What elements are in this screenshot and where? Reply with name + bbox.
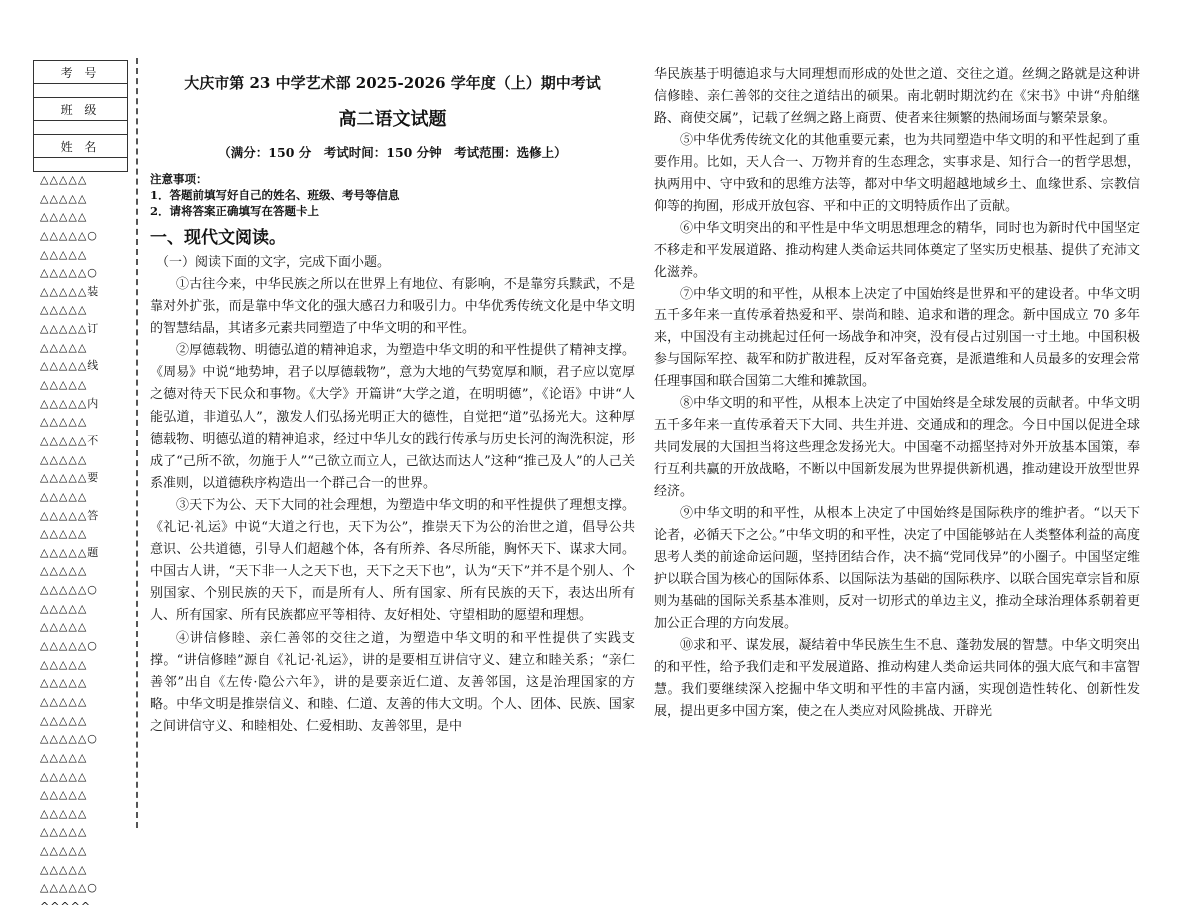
passage-paragraph-6: ⑥中华文明突出的和平性是中华文明思想理念的精华，同时也为新时代中国坚定不移走和平发展道路、推动构建人类命运共同体奠定了坚实历史根基、提供了充沛文化滋养。 bbox=[654, 220, 1140, 280]
notice-item: 1．答题前填写好自己的姓名、班级、考号等信息 bbox=[150, 188, 400, 202]
seal-row: △△△△△不 bbox=[40, 433, 100, 447]
seal-row: ^^^^^ bbox=[40, 899, 92, 913]
seal-line-column bbox=[40, 171, 130, 917]
seal-row: △△△△△○ bbox=[40, 732, 98, 746]
info-box-blank-row[interactable] bbox=[34, 158, 127, 171]
seal-row: △△△△△ bbox=[40, 806, 88, 820]
seal-row: △△△△△题 bbox=[40, 545, 100, 559]
seal-row: △△△△△ bbox=[40, 750, 88, 764]
passage-paragraph-10: ⑩求和平、谋发展，凝结着中华民族生生不息、蓬勃发展的智慧。中华文明突出的和平性，给予我们走和平发展道路、推动构建人类命运共同体的强大底气和丰富智慧。我们要继续深入挖掘中华文明和平性的丰富内涵，实现创造性转化、创新性发展，提出更多中国方案，使之在人类应对风险挑战、开辟光 bbox=[654, 637, 1140, 719]
notice-title: 注意事项： bbox=[150, 172, 208, 186]
seal-row: △△△△△ bbox=[40, 769, 88, 783]
seal-row: △△△△△ bbox=[40, 210, 88, 224]
notice-item: 2．请将答案正确填写在答题卡上 bbox=[150, 204, 319, 218]
seal-row: △△△△△ bbox=[40, 452, 88, 466]
binding-dashed-line bbox=[136, 58, 138, 828]
seal-row: △△△△△○ bbox=[40, 639, 98, 653]
name-field[interactable]: 姓 名 bbox=[34, 135, 127, 158]
seal-row: △△△△△ bbox=[40, 825, 88, 839]
seal-row: △△△△△ bbox=[40, 191, 88, 205]
seal-row: △△△△△○ bbox=[40, 228, 98, 242]
section-title: 一、现代文阅读。 bbox=[150, 228, 286, 248]
exam-school-header: 大庆市第 23 中学艺术部 2025-2026 学年度（上）期中考试 bbox=[184, 74, 601, 92]
info-box-blank-row[interactable] bbox=[34, 121, 127, 135]
seal-row: △△△△△ bbox=[40, 844, 88, 858]
seal-row: △△△△△线 bbox=[40, 359, 100, 373]
seal-row: △△△△△ bbox=[40, 657, 88, 671]
info-box-blank-row[interactable] bbox=[34, 84, 127, 98]
seal-row: △△△△△答 bbox=[40, 508, 100, 522]
sub-section-intro: （一）阅读下面的文字，完成下面小题。 bbox=[156, 255, 391, 270]
seal-row: △△△△△○ bbox=[40, 881, 98, 895]
passage-paragraph-2: ②厚德载物、明德弘道的精神追求，为塑造中华文明的和平性提供了精神支撑。《周易》中说“地势坤，君子以厚德载物”，意为大地的气势宽厚和顺，君子应以宽厚之德对待天下民众和事物。《大学》开篇讲“大学之道，在明明德”，《论语》中讲“人能弘道，非道弘人”，激发人们弘扬光明正大的德性，自觉把“道”弘扬光大。这种厚德载物、明德弘道的精神追求，经过中华儿女的践行传承与历史长河的淘洗积淀，形成了“己所不欲，勿施于人”“己欲立而立人，己欲达而达人”这种“推己及人”的人己关系准则，以道德秩序构造出一个群己合一的世界。 bbox=[150, 343, 635, 491]
passage-paragraph-8: ⑧中华文明的和平性，从根本上决定了中国始终是全球发展的贡献者。中华文明五千多年来一直传承着天下大同、共生并进、交通成和的理念。今日中国以促进全球共同发展的大国担当将这些理念发扬光大。中国毫不动摇坚持对外开放基本国策，奉行互利共赢的开放战略，不断以中国新发展为世界提供新机遇，推动建设开放型世界经济。 bbox=[654, 396, 1140, 500]
seal-row: △△△△△ bbox=[40, 564, 88, 578]
seal-row: △△△△△ bbox=[40, 713, 88, 727]
seal-row: △△△△△订 bbox=[40, 322, 100, 336]
passage-paragraph-5: ⑤中华优秀传统文化的其他重要元素，也为共同塑造中华文明的和平性起到了重要作用。比如，天人合一、万物并育的生态理念，实事求是、知行合一的哲学思想，执两用中、守中致和的思维方法等，都对中华文明超越地域乡土、血缘世系、宗教信仰等的拘囿，形成开放包容、平和中正的文明特质作出了贡献。 bbox=[654, 132, 1140, 214]
seal-row: △△△△△ bbox=[40, 676, 88, 690]
passage-paragraph-3: ③天下为公、天下大同的社会理想，为塑造中华文明的和平性提供了理想支撑。《礼记·礼运》中说“大道之行也，天下为公”，推崇天下为公的治世之道，倡导公共意识、公共道德，引导人们超越个体，各有所养、各尽所能，胸怀天下、谋求大同。中国古人讲，“天下非一人之天下也，天下之天下也”，认为“天下”并不是个别人、个别国家、个别民族的天下，而是所有人、所有国家、所有民族的天下，表达出所有人、所有国家、所有民族都应平等相待、友好相处、守望相助的愿望和理想。 bbox=[150, 497, 635, 624]
seal-row: △△△△△ bbox=[40, 247, 88, 261]
passage-paragraph-7: ⑦中华文明的和平性，从根本上决定了中国始终是世界和平的建设者。中华文明五千多年来一直传承着热爱和平、崇尚和睦、追求和谐的理念。新中国成立 70 多年来，中国没有主动挑起过任何一场战争和冲突，没有侵占过别国一寸土地。中国积极参与国际军控、裁军和防扩散进程，反对军备竞赛，是派遣维和人员最多的安理会常任理事国和联合国第二大维和摊款国。 bbox=[654, 286, 1140, 390]
student-info-box bbox=[33, 60, 128, 172]
seal-row: △△△△△ bbox=[40, 694, 88, 708]
seal-row: △△△△△ bbox=[40, 620, 88, 634]
right-column bbox=[654, 64, 1140, 723]
passage-paragraph-1: ①古往今来，中华民族之所以在世界上有地位、有影响，不是靠穷兵黩武，不是靠对外扩张，而是靠中华文化的强大感召力和吸引力。中华优秀传统文化是中华文明的智慧结晶，其诸多元素共同塑造了中华文明的和平性。 bbox=[150, 277, 635, 337]
seal-row: △△△△△ bbox=[40, 527, 88, 541]
passage-paragraph-4-continued: 华民族基于明德追求与大同理想而形成的处世之道、交往之道。丝绸之路就是这种讲信修睦、亲仁善邻的交往之道结出的硕果。南北朝时期沈约在《宋书》中讲“舟舶继路、商使交属”，记载了丝绸之路上商贾、使者来往频繁的热闹场面与繁荣景象。 bbox=[654, 67, 1140, 126]
passage-paragraph-4: ④讲信修睦、亲仁善邻的交往之道，为塑造中华文明的和平性提供了实践支撑。“讲信修睦”源自《礼记·礼运》，讲的是要相互讲信守义、建立和睦关系；“亲仁善邻”出自《左传·隐公六年》，讲的是要亲近仁道、友善邻国，这是治理国家的方略。中华文明是推崇信义、和睦、仁道、友善的伟大文明。个人、团体、民族、国家之间讲信守义、和睦相处、仁爱相助、友善邻里，是中 bbox=[150, 630, 635, 734]
seal-row: △△△△△ bbox=[40, 173, 88, 186]
seal-row: △△△△△ bbox=[40, 489, 88, 503]
seal-row: △△△△△要 bbox=[40, 471, 100, 485]
class-field[interactable]: 班 级 bbox=[34, 98, 127, 121]
seal-row: △△△△△ bbox=[40, 788, 88, 802]
seal-row: △△△△△装 bbox=[40, 284, 100, 298]
seal-row: △△△△△ bbox=[40, 601, 88, 615]
exam-meta-info: （满分：150 分 考试时间：150 分钟 考试范围：选修上） bbox=[218, 145, 567, 160]
exam-title: 高二语文试题 bbox=[338, 109, 447, 130]
seal-row: △△△△△ bbox=[40, 340, 88, 354]
passage-paragraph-9: ⑨中华文明的和平性，从根本上决定了中国始终是国际秩序的维护者。“以天下论者，必循天下之公。”中华文明的和平性，决定了中国能够站在人类整体利益的高度思考人类的前途命运问题，坚持团结合作，决不搞“党同伐异”的小圈子。中国坚定维护以联合国为核心的国际体系、以国际法为基础的国际秩序、以联合国宪章宗旨和原则为基础的国际关系基本准则，反对一切形式的单边主义，推动全球治理体系朝着更加公正合理的方向发展。 bbox=[654, 506, 1140, 631]
seal-row: △△△△△ bbox=[40, 303, 88, 317]
seal-row: △△△△△ bbox=[40, 378, 88, 392]
seal-row: △△△△△○ bbox=[40, 266, 98, 280]
left-column bbox=[150, 70, 635, 738]
exam-number-field[interactable]: 考 号 bbox=[34, 61, 127, 84]
seal-row: △△△△△ bbox=[40, 862, 88, 876]
seal-row: △△△△△ bbox=[40, 415, 88, 429]
seal-row: △△△△△内 bbox=[40, 396, 100, 410]
seal-row: △△△△△○ bbox=[40, 583, 98, 597]
